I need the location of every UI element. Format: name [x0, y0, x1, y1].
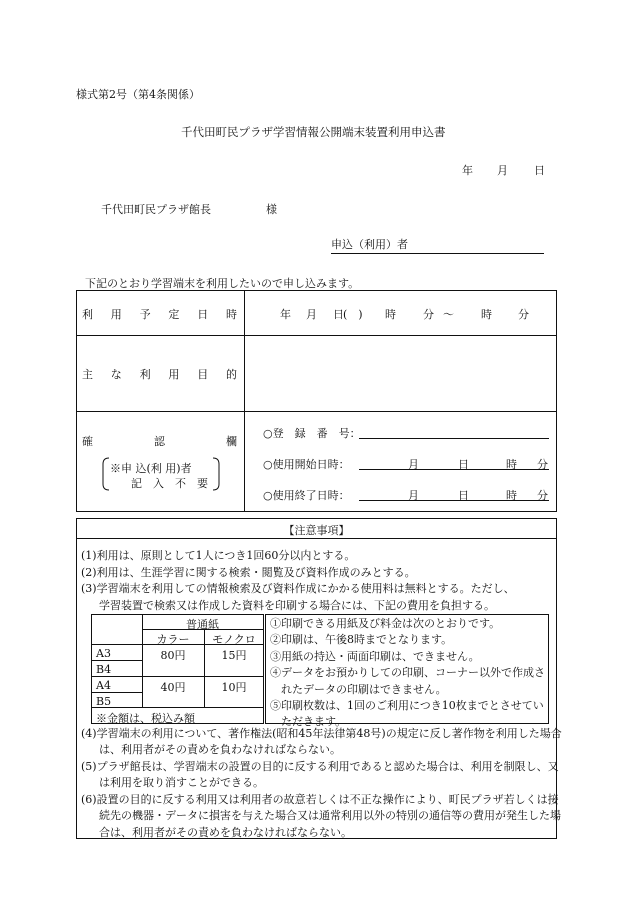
fee-tax-note: ※金額は、税込み額	[96, 712, 195, 725]
size-b4: B4	[96, 663, 112, 676]
notice-item-2: (2)利用は、生涯学習に関する検索・閲覧及び資料作成のみとする。	[81, 566, 416, 579]
addressee-honorific: 様	[266, 203, 277, 216]
price-a4b5-mono: 10円	[221, 681, 247, 694]
start-datetime-label: ○使用開始日時：	[263, 458, 350, 471]
fee-table	[91, 614, 264, 724]
printing-rules	[270, 616, 552, 731]
fee-header-color: カラー	[156, 633, 190, 646]
fee-header-mono: モノクロ	[212, 633, 256, 646]
price-a4b5-color: 40円	[160, 681, 186, 694]
application-table: 利 用 予 定 日 時 年 月 日 ( ) 時 分 ～ 時 分 主 な 利 用 目 的 確 認 欄 ※申 込(利 用)者 記 入 不 要 ○登 録 番 号： ○使用開始日時： 月 日 時 分 ○使用終了日時： 月 日 時 分	[76, 290, 557, 512]
registration-number-field[interactable]	[359, 425, 549, 439]
size-b5: B5	[96, 695, 112, 708]
purpose-label: 主 な 利 用 目 的	[82, 368, 237, 381]
staff-only-note: ※申 込(利 用)者 記 入 不 要	[101, 457, 221, 491]
notice-item-3-line2: 学習装置で検索又は作成した資料を印刷する場合には、下記の費用を負担する。	[99, 599, 495, 612]
registration-number-label: ○登 録 番 号：	[263, 427, 361, 440]
notice-item-5: (5)プラザ館長は、学習端末の設置の目的に反する利用であると認めた場合は、利用を制限し、又は利用を取り消すことができる。	[81, 760, 559, 790]
purpose-field[interactable]	[245, 336, 556, 410]
confirmation-label: 確 認 欄	[82, 435, 237, 448]
rule-1: ①印刷できる用紙及び料金は次のとおりです。	[270, 617, 501, 630]
notice-item-1: (1)利用は、原則として1人につき1回60分以内とする。	[81, 549, 356, 562]
notice-item-4: (4)学習端末の利用について、著作権法(昭和45年法律第48号)の規定に反し著作物を利用した場合は、利用者がその責めを負わなければならない。	[81, 727, 562, 757]
price-a3b4-color: 80円	[160, 649, 186, 662]
end-datetime-field[interactable]: 月 日 時 分	[359, 487, 549, 501]
date-year-label: 年	[462, 164, 473, 177]
notice-item-3-line1: (3)学習端末を利用しての情報検索及び資料作成にかかる使用料は無料とする。ただし、	[81, 582, 515, 595]
rule-3: ③用紙の持込・両面印刷は、できません。	[270, 649, 480, 663]
size-a4: A4	[96, 679, 111, 692]
rule-4: ④データをお預かりしての印刷、コーナー以外で作成されたデータの印刷はできません。	[270, 666, 545, 696]
price-a3b4-mono: 15円	[221, 649, 247, 662]
applicant-field[interactable]	[331, 236, 544, 254]
end-datetime-label: ○使用終了日時：	[263, 489, 350, 502]
page-title: 千代田町民プラザ学習情報公開端末装置利用申込書	[181, 125, 446, 139]
form-number: 様式第2号（第4条関係）	[76, 88, 200, 101]
fee-header-plain-paper: 普通紙	[186, 618, 219, 631]
rule-5: ⑤印刷枚数は、1回のご利用につき10枚までとさせていただきます。	[270, 699, 544, 729]
date-day-label: 日	[534, 164, 545, 177]
rule-2: ②印刷は、午後8時までとなります。	[270, 633, 453, 647]
intro-text: 下記のとおり学習端末を利用したいので申し込みます。	[85, 277, 360, 290]
size-a3: A3	[96, 647, 111, 660]
scheduled-datetime-label: 利 用 予 定 日 時	[82, 308, 237, 321]
notice-item-6: (6)設置の目的に反する利用又は利用者の故意若しくは不正な操作により、町民プラザ若しくは接続先の機器・データに損害を与えた場合又は通常利用以外の特別の通信等の費用が発生した場合は、利用者がその責めを負わなければならない。	[81, 793, 561, 839]
date-month-label: 月	[497, 164, 508, 177]
start-datetime-field[interactable]: 月 日 時 分	[359, 456, 549, 470]
applicant-label: 申込（利用）者	[331, 238, 408, 251]
notice-heading: 【注意事項】	[283, 524, 350, 537]
addressee-name: 千代田町民プラザ館長	[101, 203, 211, 216]
